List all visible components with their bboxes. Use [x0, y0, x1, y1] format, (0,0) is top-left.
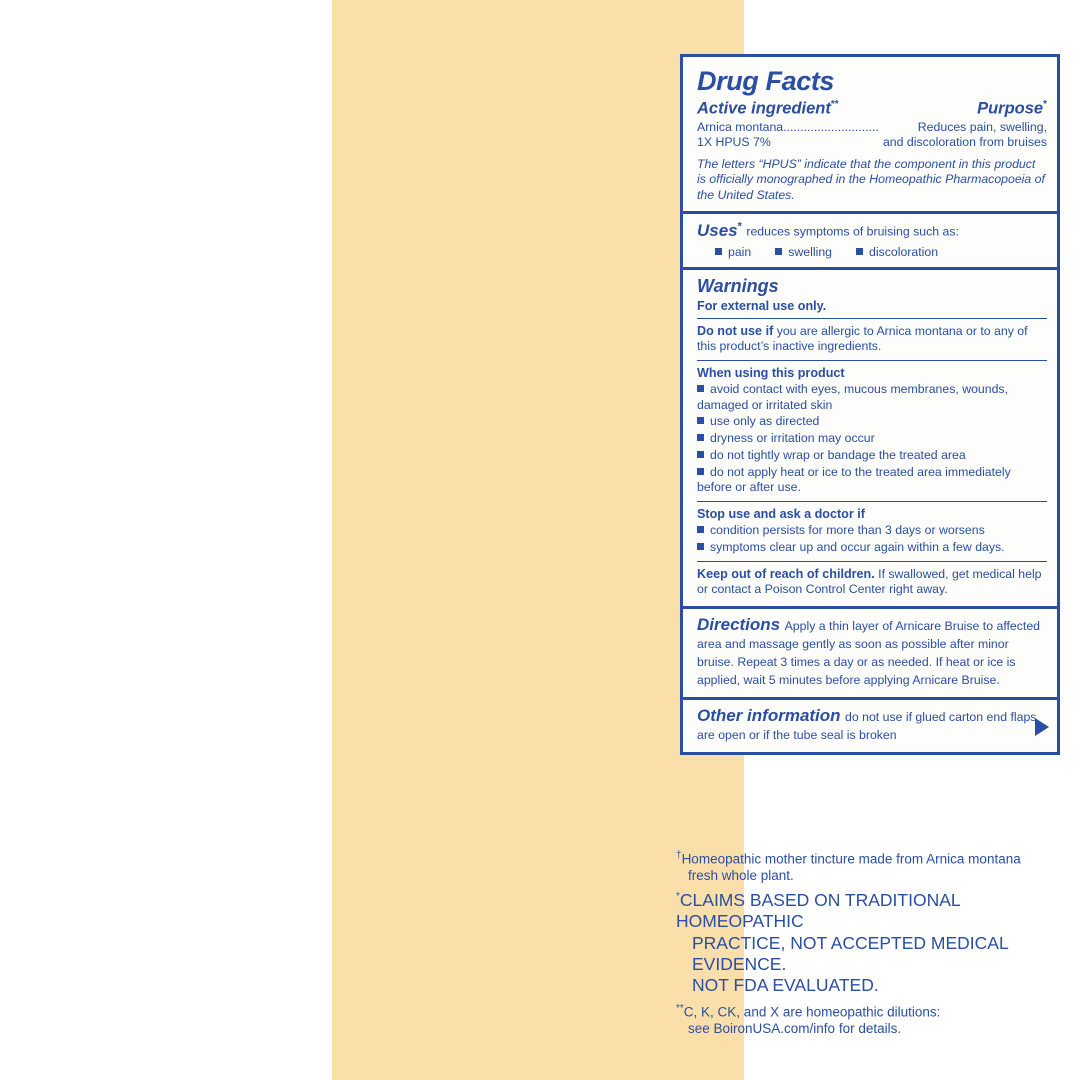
uses-bullets [715, 245, 1047, 259]
drug-facts-box [680, 54, 1060, 755]
purpose-heading: Purpose* [977, 99, 1047, 118]
when-using-bullets [697, 382, 1047, 496]
square-bullet-icon [856, 248, 863, 255]
bullet-item: avoid contact with eyes, mucous membranes, wounds, damaged or irritated skin [697, 381, 1009, 412]
square-bullet-icon [715, 248, 722, 255]
external-use-only: For external use only. [697, 298, 827, 313]
warnings-heading: Warnings [697, 275, 779, 296]
do-not-use-text: you are allergic to Arnica montana or to any of this product’s inactive ingredients. [697, 323, 1028, 354]
footnote-dagger: †Homeopathic mother tincture made from Arnica montana fresh whole plant. [676, 850, 1068, 884]
uses-bullet-item: swelling [775, 245, 832, 259]
ingredient-potency: 1X HPUS 7% [697, 134, 771, 149]
footnote-dilutions: **C, K, CK, and X are homeopathic dilutions: see BoironUSA.com/info for details. [676, 1003, 1068, 1037]
bullet-item: dryness or irritation may occur [697, 431, 1047, 447]
uses-text: reduces symptoms of bruising such as: [746, 224, 959, 239]
keep-out-text: If swallowed, get medical help or contact a Poison Control Center right away. [697, 566, 1042, 597]
square-bullet-icon [697, 434, 704, 441]
stop-use-bullets [697, 523, 1047, 555]
footnotes [676, 850, 1068, 1037]
divider [697, 360, 1047, 361]
ingredient-name: Arnica montana............................ [697, 119, 879, 134]
bullet-item: do not apply heat or ice to the treated area immediately before or after use. [697, 464, 1011, 495]
arrow-right-icon [1035, 718, 1049, 736]
double-star-mark: ** [830, 99, 839, 111]
purpose-text-1: Reduces pain, swelling, [917, 119, 1047, 134]
footnote-dagger-line2: fresh whole plant. [688, 867, 794, 883]
uses-heading: Uses* [697, 219, 742, 240]
square-bullet-icon [697, 451, 704, 458]
bullet-item: use only as directed [697, 414, 1047, 430]
carton-panel [332, 0, 1047, 1080]
directions-text: Apply a thin layer of Arnicare Bruise to affected area and massage gently as soon as possible after minor bruise. Repeat 3 times a day or as needed. If heat or ice is applied, wait 5 minutes before applying Arnicare Bruise. [697, 618, 1041, 687]
footnote-claims: *CLAIMS BASED ON TRADITIONAL HOMEOPATHIC PRACTICE, NOT ACCEPTED MEDICAL EVIDENCE. NOT FDA EVALUATED. [676, 890, 1068, 997]
square-bullet-icon [697, 385, 704, 392]
active-ingredient-line-1 [697, 120, 1047, 135]
active-ingredient-section [683, 57, 1057, 214]
dagger-mark: † [676, 850, 682, 861]
uses-bullet-item: discoloration [856, 245, 938, 259]
stop-use-lead: Stop use and ask a doctor if [697, 507, 865, 522]
when-using-lead: When using this product [697, 365, 845, 380]
uses-line [697, 220, 1047, 241]
active-ingredient-heading: Active ingredient** [697, 99, 839, 118]
directions-heading: Directions [697, 614, 781, 634]
keep-out-of-reach-paragraph [697, 567, 1047, 598]
other-information-text: do not use if glued carton end flaps are open or if the tube seal is broken [697, 709, 1037, 742]
bullet-item: symptoms clear up and occur again within a few days. [697, 540, 1047, 556]
drug-facts-title: Drug Facts [697, 66, 835, 96]
bullet-item: do not tightly wrap or bandage the treated area [697, 448, 1047, 464]
divider [697, 318, 1047, 319]
directions-section [683, 609, 1057, 700]
keep-out-lead: Keep out of reach of children. [697, 566, 875, 581]
star-mark: * [1043, 99, 1047, 111]
star-mark: * [737, 219, 742, 232]
divider [697, 501, 1047, 502]
claims-line-3: NOT FDA EVALUATED. [692, 975, 879, 996]
claims-line-2: PRACTICE, NOT ACCEPTED MEDICAL EVIDENCE. [692, 932, 1009, 974]
active-ingredient-line-2 [697, 135, 1047, 150]
do-not-use-paragraph [697, 324, 1047, 355]
square-bullet-icon [697, 417, 704, 424]
square-bullet-icon [775, 248, 782, 255]
square-bullet-icon [697, 468, 704, 475]
hpus-note: The letters “HPUS” indicate that the component in this product is officially monographed in the Homeopathic Pharmacopoeia of the United States. [697, 156, 1045, 202]
divider [697, 561, 1047, 562]
square-bullet-icon [697, 543, 704, 550]
square-bullet-icon [697, 526, 704, 533]
other-information-section [683, 700, 1057, 752]
uses-bullet-item: pain [715, 245, 751, 259]
other-information-heading: Other information [697, 705, 841, 725]
star-mark: * [676, 891, 680, 903]
warnings-section [683, 270, 1057, 609]
dilutions-line-2: see BoironUSA.com/info for details. [688, 1020, 902, 1036]
double-star-mark: ** [676, 1002, 684, 1014]
bullet-item: condition persists for more than 3 days or worsens [697, 523, 1047, 539]
active-ingredient-headings [697, 99, 1047, 119]
purpose-text-2: and discoloration from bruises [882, 134, 1047, 149]
uses-section [683, 214, 1057, 270]
do-not-use-lead: Do not use if [697, 323, 774, 338]
